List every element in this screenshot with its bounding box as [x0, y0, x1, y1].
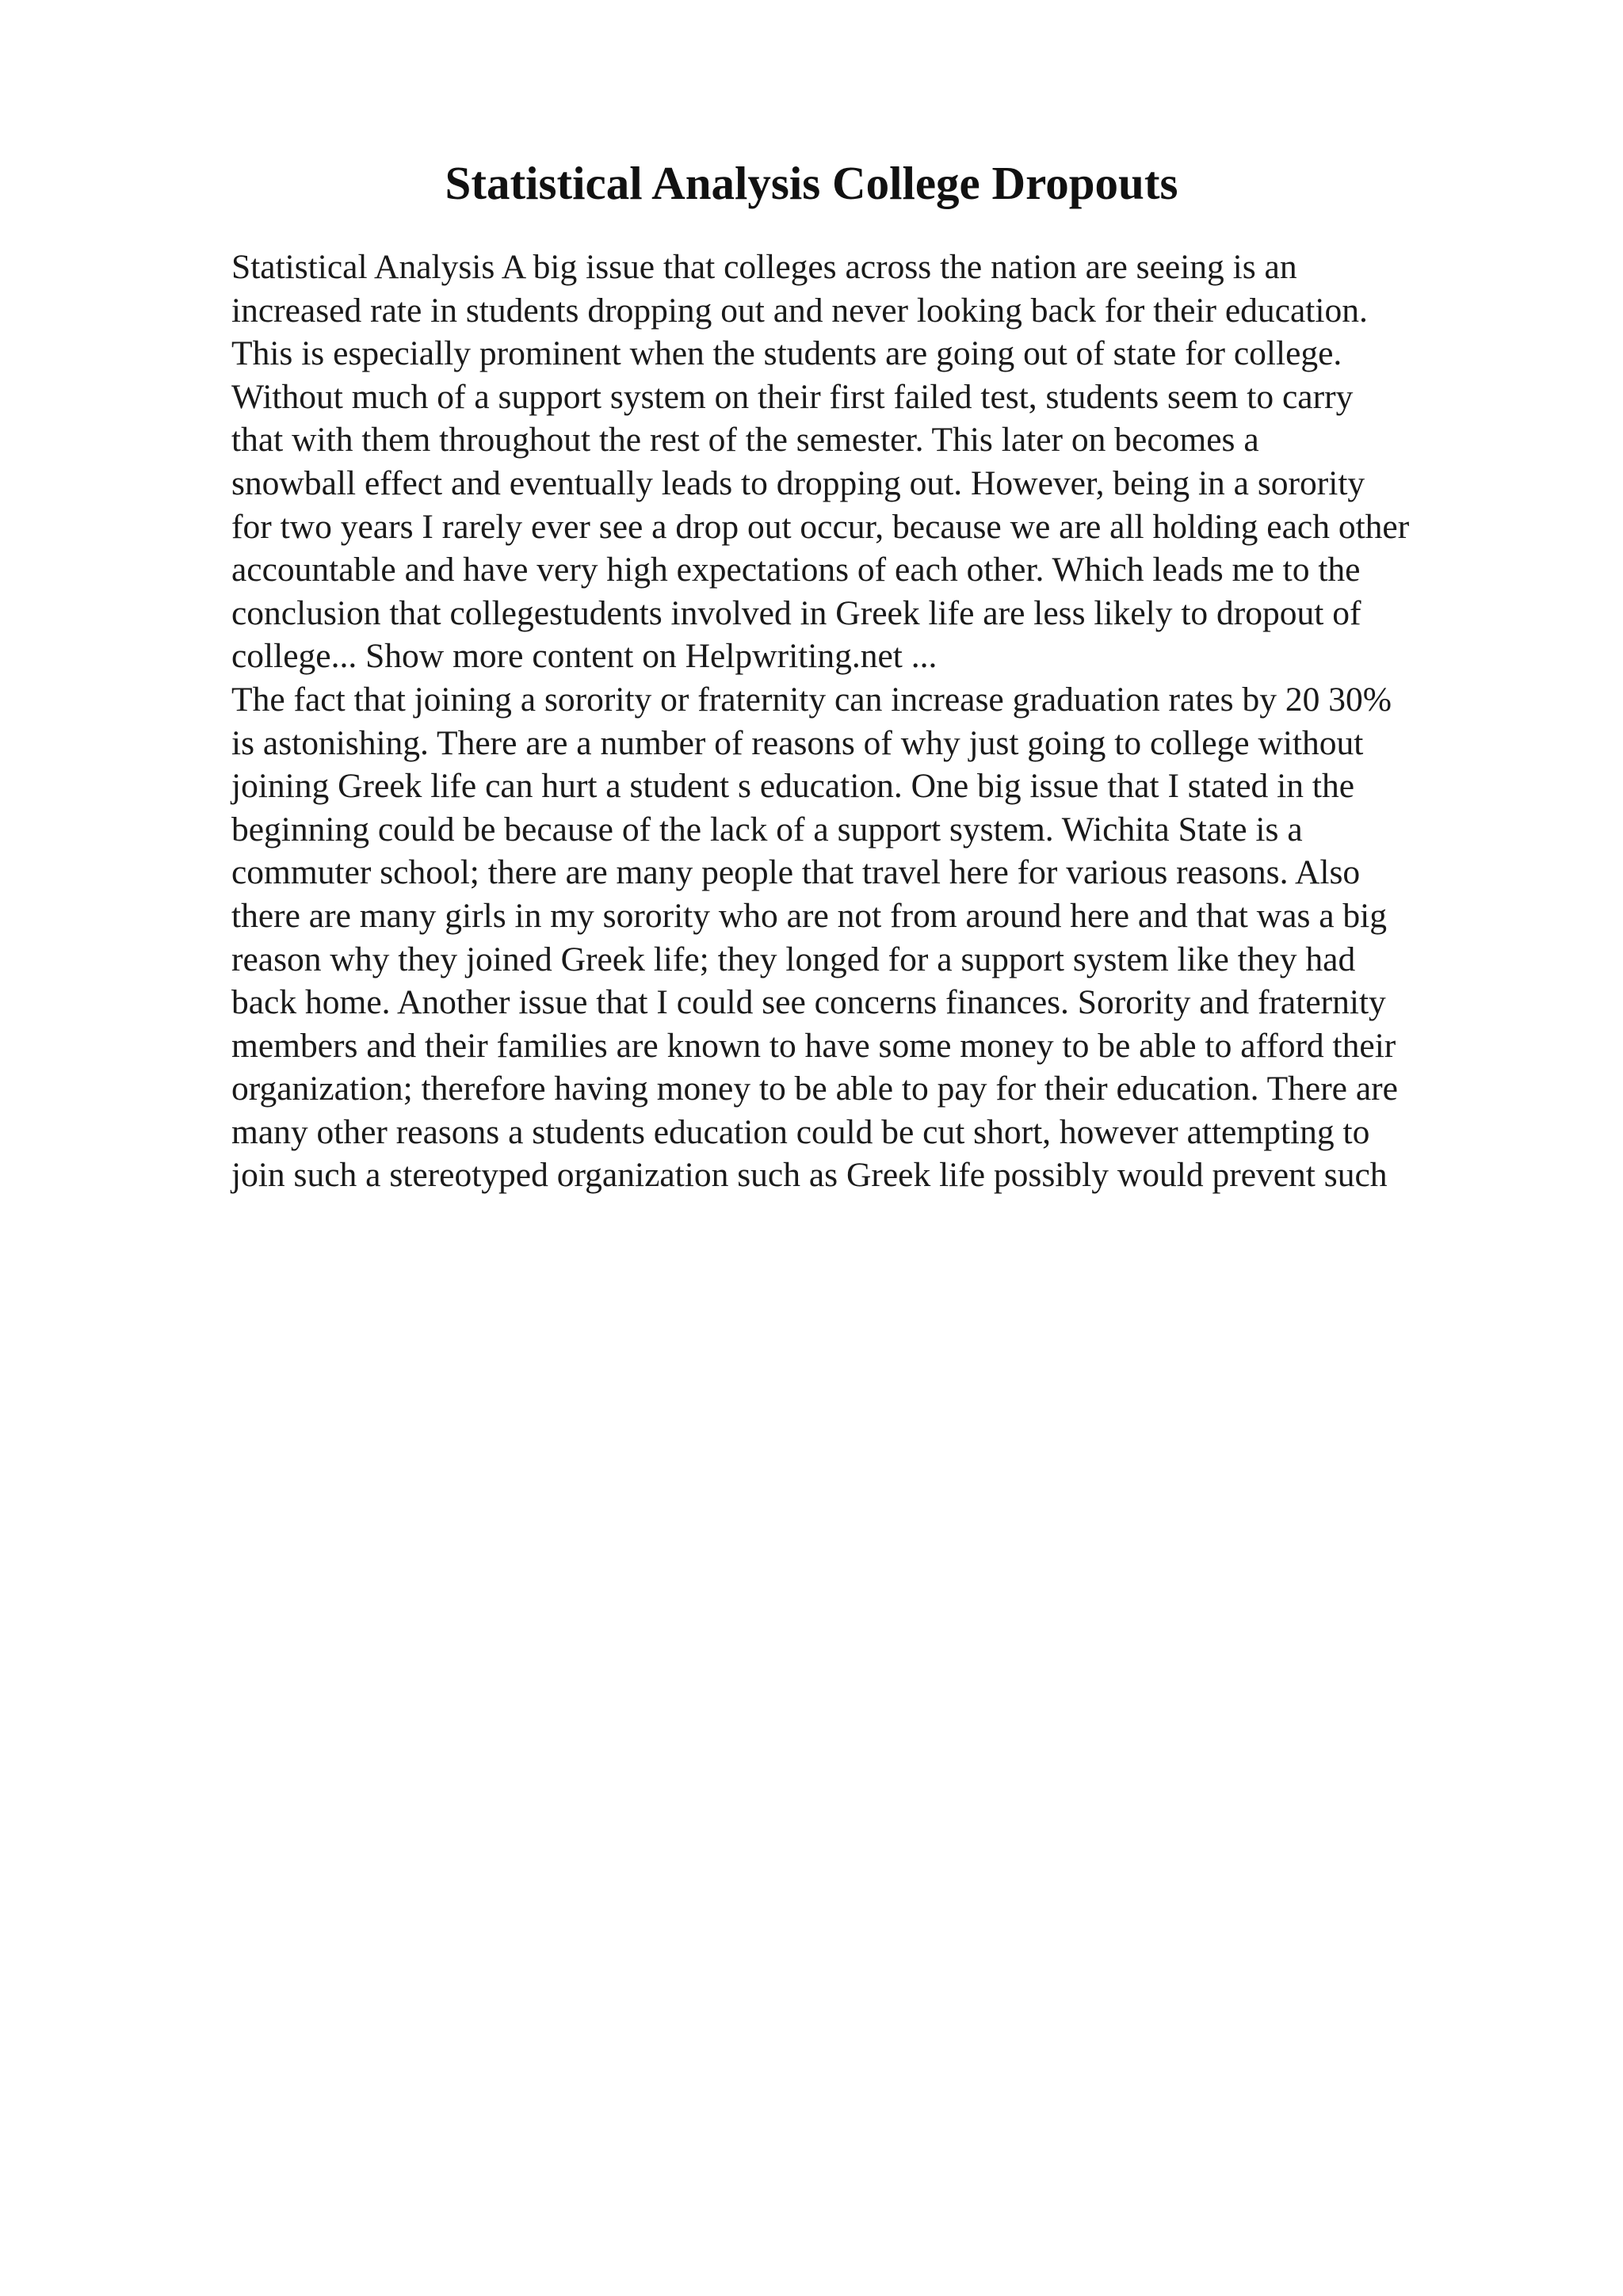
body-line: The fact that joining a sorority or fraternity can increase graduation rates by 20 30% [231, 680, 1392, 719]
body-line: organization; therefore having money to be able to pay for their education. There are [231, 1070, 1398, 1108]
body-line: many other reasons a students education could be cut short, however attempting to [231, 1112, 1370, 1151]
body-line: increased rate in students dropping out and never looking back for their education. [231, 291, 1368, 330]
body-line: join such a stereotyped organization such as Greek life possibly would prevent such [231, 1156, 1388, 1195]
body-line: college... Show more content on Helpwriting.net ... [231, 637, 938, 676]
body-line: snowball effect and eventually leads to dropping out. However, being in a sorority [231, 463, 1365, 502]
body-line: back home. Another issue that I could see concerns finances. Sorority and fraternity [231, 983, 1386, 1022]
document-body [231, 246, 1515, 1197]
body-line: is astonishing. There are a number of reasons of why just going to college without [231, 723, 1364, 762]
body-line: conclusion that collegestudents involved in Greek life are less likely to dropout of [231, 593, 1361, 632]
body-line: reason why they joined Greek life; they longed for a support system like they had [231, 940, 1356, 978]
body-line: accountable and have very high expectations of each other. Which leads me to the [231, 551, 1361, 589]
body-line: commuter school; there are many people that travel here for various reasons. Also [231, 853, 1361, 892]
body-line: beginning could be because of the lack of a support system. Wichita State is a [231, 810, 1303, 849]
body-line: members and their families are known to have some money to be able to afford their [231, 1026, 1396, 1065]
document-title: Statistical Analysis College Dropouts [445, 157, 1178, 209]
body-line: that with them throughout the rest of the semester. This later on becomes a [231, 421, 1259, 460]
body-line: This is especially prominent when the students are going out of state for college. [231, 334, 1342, 373]
body-line: there are many girls in my sorority who are not from around here and that was a big [231, 896, 1388, 935]
body-line: Statistical Analysis A big issue that colleges across the nation are seeing is an [231, 248, 1297, 286]
body-line: for two years I rarely ever see a drop out occur, because we are all holding each other [231, 507, 1410, 546]
body-line: Without much of a support system on their first failed test, students seem to carry [231, 377, 1354, 416]
body-line: joining Greek life can hurt a student s education. One big issue that I stated in the [231, 767, 1354, 806]
